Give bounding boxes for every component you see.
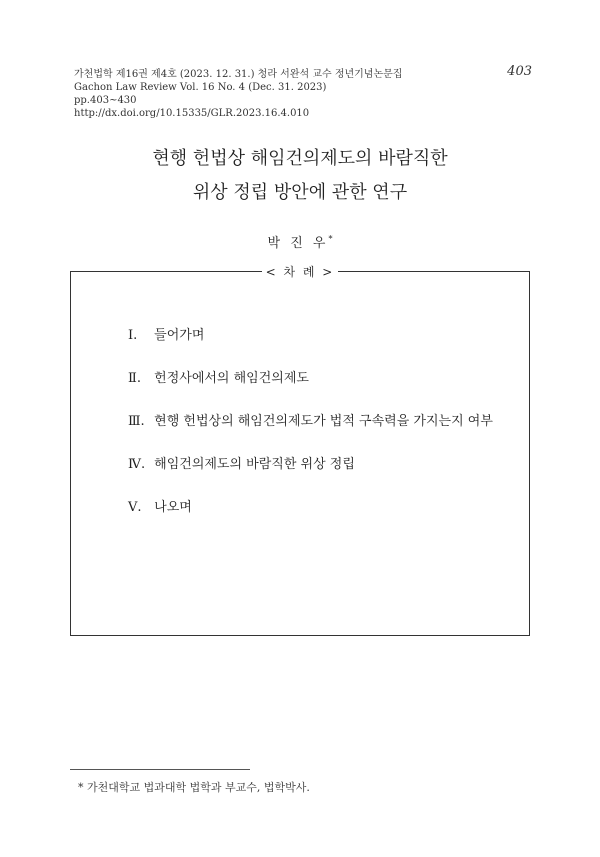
- toc-list: [128, 327, 493, 542]
- page-range: pp.403~430: [74, 95, 137, 106]
- toc-item-number: Ⅱ.: [128, 371, 141, 386]
- toc-item-number: Ⅴ.: [128, 500, 142, 515]
- toc-item[interactable]: [128, 499, 493, 542]
- toc-item-text: 해임건의제도의 바람직한 위상 정립: [154, 457, 355, 472]
- toc-heading: [0, 263, 600, 280]
- author-name: 박 진 우: [267, 236, 329, 251]
- journal-english-line: Gachon Law Review Vol. 16 No. 4 (Dec. 31. 2023): [74, 82, 327, 93]
- toc-item[interactable]: [128, 456, 493, 499]
- toc-item[interactable]: [128, 413, 493, 456]
- toc-item[interactable]: [128, 327, 493, 370]
- author: [0, 232, 600, 251]
- paper-title: [0, 142, 600, 210]
- doi-link[interactable]: http://dx.doi.org/10.15335/GLR.2023.16.4.010: [74, 108, 310, 119]
- author-footnote-mark[interactable]: *: [328, 234, 333, 244]
- footnote-divider: [70, 769, 250, 770]
- paper-title-line-1: 현행 헌법상 해임건의제도의 바람직한: [152, 148, 448, 169]
- toc-item-text: 헌정사에서의 해임건의제도: [154, 371, 309, 386]
- toc-item-number: Ⅰ.: [128, 328, 138, 343]
- toc-item-text: 나오며: [154, 500, 192, 515]
- journal-issue-line: 가천법학 제16권 제4호 (2023. 12. 31.) 청라 서완석 교수 정년기념논문집: [74, 69, 403, 80]
- toc-item-text: 들어가며: [154, 328, 205, 343]
- journal-header: [74, 68, 532, 120]
- footnote: * 가천대학교 법과대학 법학과 부교수, 법학박사.: [78, 781, 310, 794]
- toc-item[interactable]: [128, 370, 493, 413]
- toc-item-number: Ⅲ.: [128, 414, 145, 429]
- toc-item-number: Ⅳ.: [128, 457, 146, 472]
- paper-title-line-2: 위상 정립 방안에 관한 연구: [192, 182, 408, 203]
- toc-heading-label: < 차 례 >: [262, 265, 339, 279]
- page-number: 403: [507, 64, 532, 79]
- toc-item-text: 현행 헌법상의 해임건의제도가 법적 구속력을 가지는지 여부: [154, 414, 493, 429]
